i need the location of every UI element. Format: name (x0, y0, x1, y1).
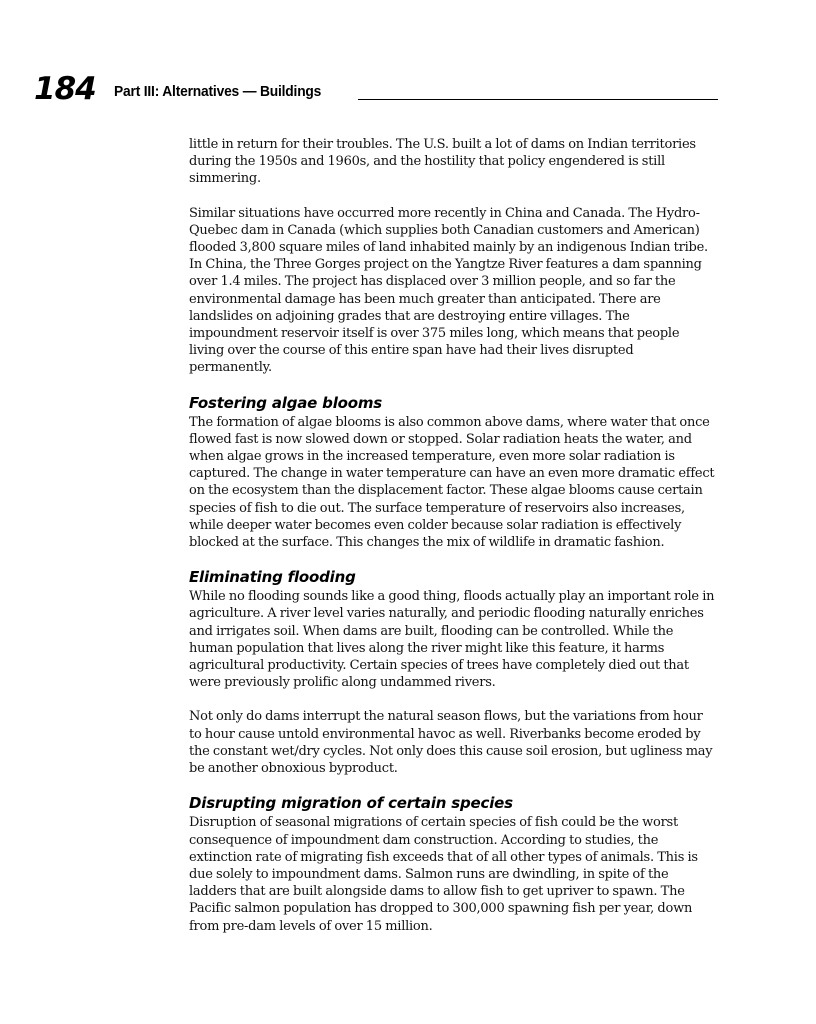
section-heading-algae-blooms: Fostering algae blooms (189, 393, 383, 412)
page-header (34, 72, 718, 106)
body-text (189, 136, 717, 952)
paragraph-similar-situations: Similar situations have occurred more recently in China and Canada. The Hydro-Quebec dam in Canada (which supplies both Canadian customers and American) flooded 3,800 square miles of land inhabited mainly by an indigenous Indian tribe. In China, the Three Gorges project on the Yangtze River features a dam spanning over 1.4 miles. The project has displaced over 3 million people, and so far the environmental damage has been much greater than anticipated. There are landslides on adjoining grades that are destroying entire villages. The impoundment reservoir itself is over 375 miles long, which means that people living over the course of this entire span have had their lives disrupted permanently. (189, 205, 708, 376)
page-number: 184 (34, 71, 96, 107)
paragraph-flooding-agriculture: While no flooding sounds like a good thing, floods actually play an important role in agriculture. A river level varies naturally, and periodic flooding naturally enriches and irrigates soil. When dams are built, flooding can be controlled. While the human population that lives along the river might like this feature, it harms agricultural productivity. Certain species of trees have completely died out that were previously prolific along undammed rivers. (189, 589, 715, 691)
header-rule (358, 99, 718, 100)
section-heading-disrupting-migration: Disrupting migration of certain species (189, 794, 513, 813)
section-heading-eliminating-flooding: Eliminating flooding (189, 568, 356, 587)
paragraph-migration: Disruption of seasonal migrations of certain species of fish could be the worst consequence of impoundment dam construction. According to studies, the extinction rate of migrating fish exceeds that of all other types of animals. This is due solely to impoundment dams. Salmon runs are dwindling, in spite of the ladders that are built alongside dams to allow fish to get upriver to spawn. The Pacific salmon population has dropped to 300,000 spawning fish per year, down from pre-dam levels of over 15 million. (189, 815, 698, 934)
paragraph-flooding-erosion: Not only do dams interrupt the natural season flows, but the variations from hour to hour cause untold environmental havoc as well. Riverbanks become eroded by the constant wet/dry cycles. Not only does this cause soil erosion, but ugliness may be another obnoxious byproduct. (189, 709, 713, 777)
paragraph-continued: little in return for their troubles. The U.S. built a lot of dams on Indian territories during the 1950s and 1960s, and the hostility that policy engendered is still simmering. (189, 137, 696, 187)
paragraph-algae-blooms: The formation of algae blooms is also common above dams, where water that once flowed fast is now slowed down or stopped. Solar radiation heats the water, and when algae grows in the increased temperature, even more solar radiation is captured. The change in water temperature can have an even more dramatic effect on the ecosystem than the displacement factor. These algae blooms cause certain species of fish to die out. The surface temperature of reservoirs also increases, while deeper water becomes even colder because solar radiation is effectively blocked at the surface. This changes the mix of wildlife in dramatic fashion. (189, 414, 715, 551)
running-head: Part III: Alternatives — Buildings (114, 83, 322, 100)
